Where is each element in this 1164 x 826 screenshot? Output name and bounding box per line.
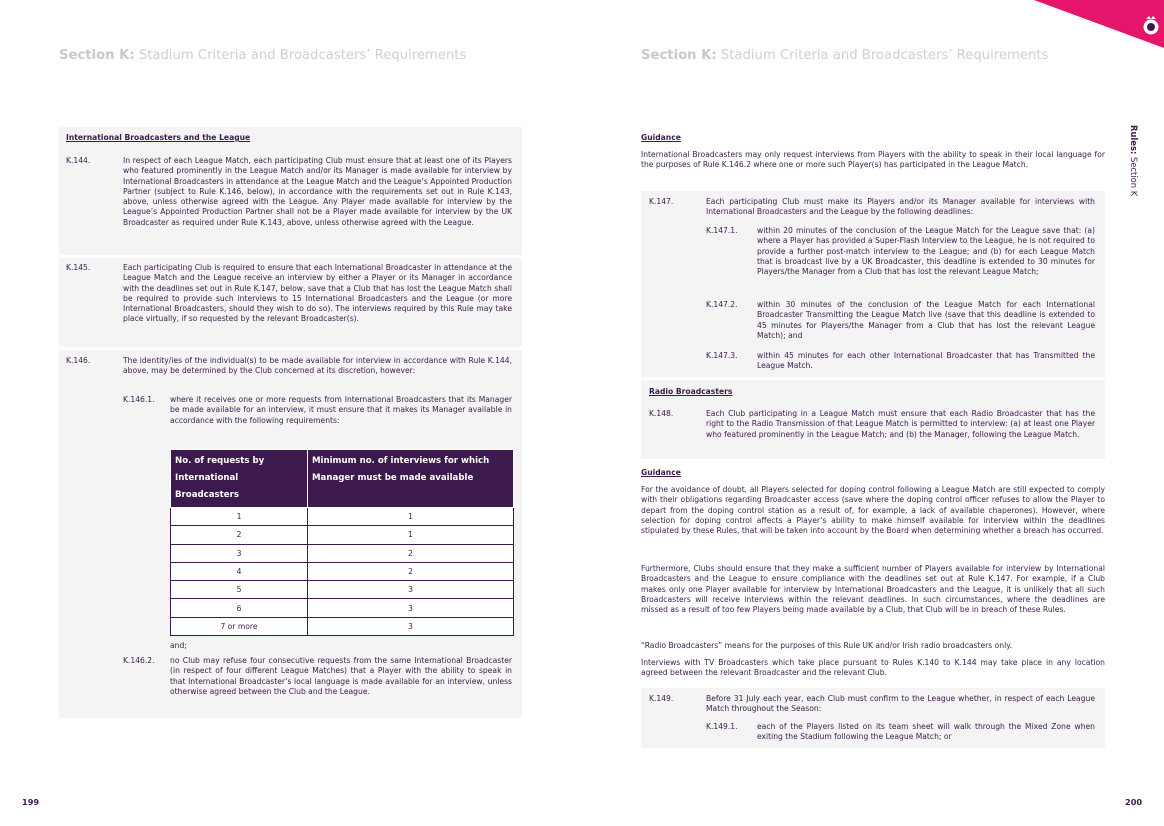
table-header-requests: No. of requests by International Broadcasters: [171, 450, 308, 508]
table-cell: 3: [308, 617, 514, 635]
table-cell: 3: [308, 599, 514, 617]
side-tab-label: Section K: [1129, 154, 1139, 197]
rule-text: within 45 minutes for each other International Broadcaster that has Transmitted the League Match.: [757, 351, 1095, 371]
header-right-title: Stadium Criteria and Broadcasters’ Requirements: [716, 48, 1049, 63]
premier-league-logo-corner: [1014, 0, 1164, 60]
table-row: [171, 581, 514, 599]
rule-text: each of the Players listed on its team sheet will walk through the Mixed Zone when exiting the Stadium following the League Match; or: [757, 722, 1095, 742]
rule-panel-k147: [641, 191, 1105, 377]
rule-text: In respect of each League Match, each participating Club must ensure that at least one of its Players who featured prominently in the League Match and/or its Manager is made available for interview by International Broadcasters in attendance at the League Match and the League’s Appointed Production Partner (subject to Rule K.146, below), in accordance with the requirements set out in Rule K.143, above, unless otherwise agreed with the League. Any Player made available for interview by the League’s Appointed Production Partner shall not be a Player made available for interview by the UK Broadcaster as required under Rule K.143, above, unless otherwise agreed with the League.: [123, 156, 512, 227]
table-cell: 2: [308, 544, 514, 562]
table-cell: 4: [171, 562, 308, 580]
table-cell: 7 or more: [171, 617, 308, 635]
header-left-bold: Section K:: [59, 48, 135, 63]
side-tab-bold: Rules:: [1129, 125, 1139, 155]
rule-text: Before 31 July each year, each Club must confirm to the League whether, in respect of each League Match throughout the Season:: [706, 694, 1095, 714]
rule-text: where it receives one or more requests from International Broadcasters that its Manager be made available for an interview, it must ensure that it makes its Manager available in accordance with the following requirements:: [170, 395, 512, 425]
rule-number: K.149.: [649, 694, 674, 703]
rule-number: K.146.2.: [123, 656, 155, 665]
table-cell: 3: [308, 581, 514, 599]
guidance-heading-1: Guidance: [641, 133, 681, 142]
guidance-paragraph-1: For the avoidance of doubt, all Players selected for doping control following a League Match are still expected to comply with their obligations regarding Broadcaster access (save where the doping control officer refuses to allow the Player to depart from the doping control station as a result of, for example, a lack of available chaperones). However, where selection for doping control affects a Player’s ability to make himself available for interview within the deadlines stipulated by these Rules, that will be taken into account by the Board when determining whether a breach has occurred.: [641, 485, 1105, 536]
table-row: [171, 599, 514, 617]
table-row: [171, 508, 514, 526]
guidance-text-1: International Broadcasters may only request interviews from Players with the ability to speak in their local language for the purposes of Rule K.146.2 where one or more such Player(s) has participated in the League Match.: [641, 150, 1105, 170]
rule-number: K.147.1.: [706, 226, 738, 235]
manager-interview-table: [170, 449, 514, 636]
rule-text: Each participating Club is required to ensure that each International Broadcaster in attendance at the League Match and the League receive an interview by either a Player or its Manager in accordance with the deadlines set out in Rule K.147, below, save that a Club that has lost the League Match shall be required to provide such interviews to 15 International Broadcasters and the League (or more International Broadcasters, should they wish to do so). The interviews required by this Rule may take place virtually, if so requested by the relevant Broadcaster(s).: [123, 263, 512, 324]
table-cell: 3: [171, 544, 308, 562]
page-header-right: [641, 48, 1048, 63]
section-heading-international: International Broadcasters and the League: [66, 133, 251, 142]
guidance-heading-2: Guidance: [641, 468, 681, 477]
page-number-left: 199: [22, 797, 40, 807]
table-header-minimum: Minimum no. of interviews for which Manager must be made available: [308, 450, 514, 508]
rule-text: Each Club participating in a League Match must ensure that each Radio Broadcaster that has the right to the Radio Transmission of that League Match is permitted to interview: (a) at least one Player who featured prominently in the League Match; and (b) the Manager, following the League Match.: [706, 409, 1095, 439]
rule-number: K.147.: [649, 197, 674, 206]
rule-number: K.145.: [66, 263, 91, 272]
guidance-paragraph-3: “Radio Broadcasters” means for the purposes of this Rule UK and/or Irish radio broadcasters only.: [641, 641, 1013, 650]
table-row: [171, 562, 514, 580]
table-header-row: [171, 450, 514, 508]
table-cell: 1: [308, 508, 514, 526]
rule-text: Each participating Club must make its Players and/or its Manager available for interviews with International Broadcasters and the League by the following deadlines:: [706, 197, 1095, 217]
table-cell: 1: [308, 526, 514, 544]
rule-number: K.146.1.: [123, 395, 155, 404]
page-number-right: 200: [1125, 797, 1143, 807]
header-left-title: Stadium Criteria and Broadcasters’ Requirements: [134, 48, 467, 63]
rule-text: within 20 minutes of the conclusion of the League Match for the League save that: (a) where a Player has provided a Super-Flash Interview to the League, he is not required to provide a further post-match interview to the League; and (b) for each League Match that is broadcast live by a UK Broadcaster, this deadline is extended to 30 minutes for Players/the Manager from a Club that has lost the relevant League Match;: [757, 226, 1095, 277]
table-row: [171, 617, 514, 635]
table-cell: 2: [308, 562, 514, 580]
conjunction-and: and;: [170, 641, 187, 650]
table-row: [171, 544, 514, 562]
table-cell: 1: [171, 508, 308, 526]
header-right-bold: Section K:: [641, 48, 717, 63]
section-side-tab: [1129, 125, 1139, 196]
rule-number: K.144.: [66, 156, 91, 165]
guidance-paragraph-2: Furthermore, Clubs should ensure that they make a sufficient number of Players available for interview by International Broadcasters and the League to ensure compliance with the deadlines set out at Rule K.147. For example, if a Club makes only one Player available for interview by International Broadcasters and the League, it is unlikely that all such Broadcasters will receive interviews within the relevant deadlines. In such circumstances, where the deadlines are missed as a result of too few Players being made available by a Club, that Club will be in breach of these Rules.: [641, 564, 1105, 615]
page-header-left: [59, 48, 466, 63]
rule-number: K.149.1.: [706, 722, 738, 731]
rule-number: K.147.2.: [706, 300, 738, 309]
rule-text: The identity/ies of the individual(s) to be made available for interview in accordance with Rule K.144, above, may be determined by the Club concerned at its discretion, however:: [123, 356, 512, 376]
table-cell: 5: [171, 581, 308, 599]
table-row: [171, 526, 514, 544]
table-cell: 6: [171, 599, 308, 617]
radio-broadcasters-heading: Radio Broadcasters: [649, 387, 733, 396]
guidance-paragraph-4: Interviews with TV Broadcasters which take place pursuant to Rules K.140 to K.144 may take place in any location agreed between the relevant Broadcaster and the relevant Club.: [641, 658, 1105, 678]
rule-number: K.147.3.: [706, 351, 738, 360]
rule-text: no Club may refuse four consecutive requests from the same International Broadcaster (in respect of four different League Matches) that a Player with the ability to speak in that International Broadcaster’s local language is made available for an interview, unless otherwise agreed between the Club and the League.: [170, 656, 512, 696]
rule-number: K.146.: [66, 356, 91, 365]
table-cell: 2: [171, 526, 308, 544]
rule-number: K.148.: [649, 409, 674, 418]
rule-text: within 30 minutes of the conclusion of the League Match for each International Broadcaster Transmitting the League Match live (save that this deadline is extended to 45 minutes for Players/the Manager from a Club that has lost the relevant League Match); and: [757, 300, 1095, 340]
